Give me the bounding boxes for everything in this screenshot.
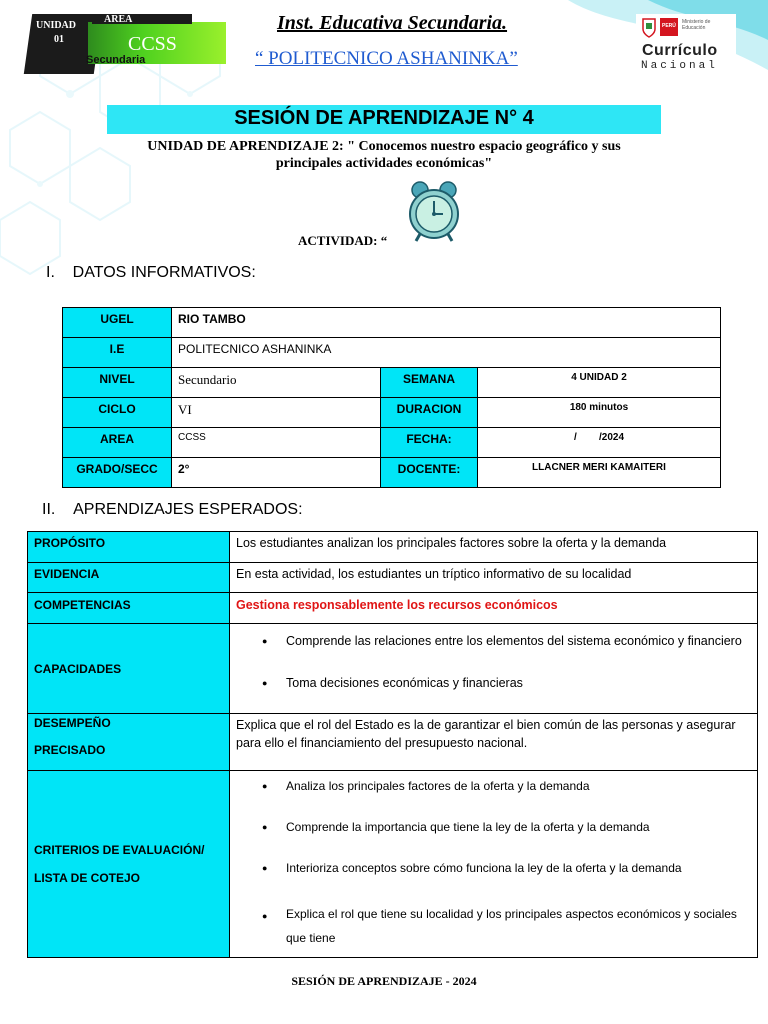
- competencias-value: Gestiona responsablemente los recursos económicos: [230, 593, 758, 624]
- section-number: II.: [42, 501, 56, 518]
- ugel-value: RIO TAMBO: [172, 308, 721, 338]
- grado-value: 2°: [172, 458, 381, 488]
- table-row: [63, 428, 721, 458]
- table-row: [28, 532, 758, 563]
- section-title: APRENDIZAJES ESPERADOS:: [73, 501, 303, 518]
- unit-number: 01: [54, 34, 64, 45]
- table-row: [63, 398, 721, 428]
- area-row-value: CCSS: [172, 428, 381, 458]
- evidencia-value: En esta actividad, los estudiantes un tríptico informativo de su localidad: [230, 563, 758, 593]
- ugel-label: UGEL: [63, 308, 172, 338]
- list-item: ● Comprende la importancia que tiene la ley de la oferta y la demanda: [286, 820, 751, 834]
- duracion-value: 180 minutos: [478, 398, 721, 428]
- table-row: [28, 593, 758, 624]
- school-name: “ POLITECNICO ASHANINKA”: [255, 48, 518, 69]
- evidencia-label: EVIDENCIA: [28, 563, 230, 593]
- semana-label: SEMANA: [381, 368, 478, 398]
- duracion-label: DURACION: [381, 398, 478, 428]
- list-item: ● Toma decisiones económicas y financieras: [286, 676, 751, 690]
- ciclo-label: CICLO: [63, 398, 172, 428]
- activity-label: ACTIVIDAD: “: [298, 233, 388, 248]
- section-aprendizajes-esperados: [42, 501, 303, 519]
- capacidades-label: CAPACIDADES: [28, 624, 230, 714]
- area-row-label: AREA: [63, 428, 172, 458]
- table-row: [28, 714, 758, 771]
- list-item: ● Comprende las relaciones entre los elementos del sistema económico y financiero: [286, 634, 751, 648]
- proposito-label: PROPÓSITO: [28, 532, 230, 563]
- list-item: ● Interioriza conceptos sobre cómo funciona la ley de la oferta y la demanda: [286, 861, 751, 875]
- table-row: [63, 338, 721, 368]
- table-row: [28, 624, 758, 714]
- info-table: [62, 307, 721, 488]
- capacidades-value: [230, 624, 758, 714]
- semana-value: 4 UNIDAD 2: [478, 368, 721, 398]
- footer: SESIÓN DE APRENDIZAJE - 2024: [291, 974, 477, 988]
- competencias-label: COMPETENCIAS: [28, 593, 230, 624]
- area-label: AREA: [104, 14, 133, 25]
- shield-icon: [642, 18, 656, 38]
- desempeno-label: DESEMPEÑO PRECISADO: [28, 714, 230, 771]
- level-label: Secundaria: [86, 54, 146, 66]
- ie-label: I.E: [63, 338, 172, 368]
- nivel-value: Secundario: [172, 368, 381, 398]
- desempeno-value: Explica que el rol del Estado es la de garantizar el bien común de las personas y asegurar para ello el financiamiento del presupuesto nacional.: [230, 714, 758, 771]
- area-value: CCSS: [128, 33, 177, 55]
- fecha-value: / /2024: [478, 428, 721, 458]
- ciclo-value: VI: [172, 398, 381, 428]
- logo-ministry-text: Ministerio de Educación: [682, 19, 711, 31]
- logo-title: Currículo: [642, 42, 718, 59]
- fecha-label: FECHA:: [381, 428, 478, 458]
- proposito-value: Los estudiantes analizan los principales factores sobre la oferta y la demanda: [230, 532, 758, 563]
- learning-table: [27, 531, 758, 958]
- criterios-value: [230, 771, 758, 958]
- alarm-clock-icon: [408, 180, 460, 242]
- session-title: SESIÓN DE APRENDIZAJE N° 4: [234, 107, 534, 129]
- table-row: [28, 563, 758, 593]
- list-item: ● Explica el rol que tiene su localidad y los principales aspectos económicos y sociales que tiene: [286, 902, 751, 950]
- logo-subtitle: Nacional: [641, 60, 718, 72]
- docente-value: LLACNER MERI KAMAITERI: [478, 458, 721, 488]
- section-number: I.: [46, 264, 55, 281]
- ie-value: POLITECNICO ASHANINKA: [172, 338, 721, 368]
- grado-label: GRADO/SECC: [63, 458, 172, 488]
- unit-label: UNIDAD: [36, 20, 76, 31]
- unit-title: UNIDAD DE APRENDIZAJE 2: " Conocemos nuestro espacio geográfico y sus principales actividades económicas": [147, 139, 621, 171]
- section-datos-informativos: [46, 264, 256, 282]
- list-item: ● Analiza los principales factores de la oferta y la demanda: [286, 779, 751, 793]
- table-row: [63, 308, 721, 338]
- nivel-label: NIVEL: [63, 368, 172, 398]
- docente-label: DOCENTE:: [381, 458, 478, 488]
- criterios-label: CRITERIOS DE EVALUACIÓN/ LISTA DE COTEJO: [28, 771, 230, 958]
- section-title: DATOS INFORMATIVOS:: [72, 264, 256, 281]
- logo-peru-text: PERÚ: [662, 23, 676, 29]
- table-row: [28, 771, 758, 958]
- table-row: [63, 458, 721, 488]
- table-row: [63, 368, 721, 398]
- institution-name: Inst. Educativa Secundaria.: [277, 12, 508, 34]
